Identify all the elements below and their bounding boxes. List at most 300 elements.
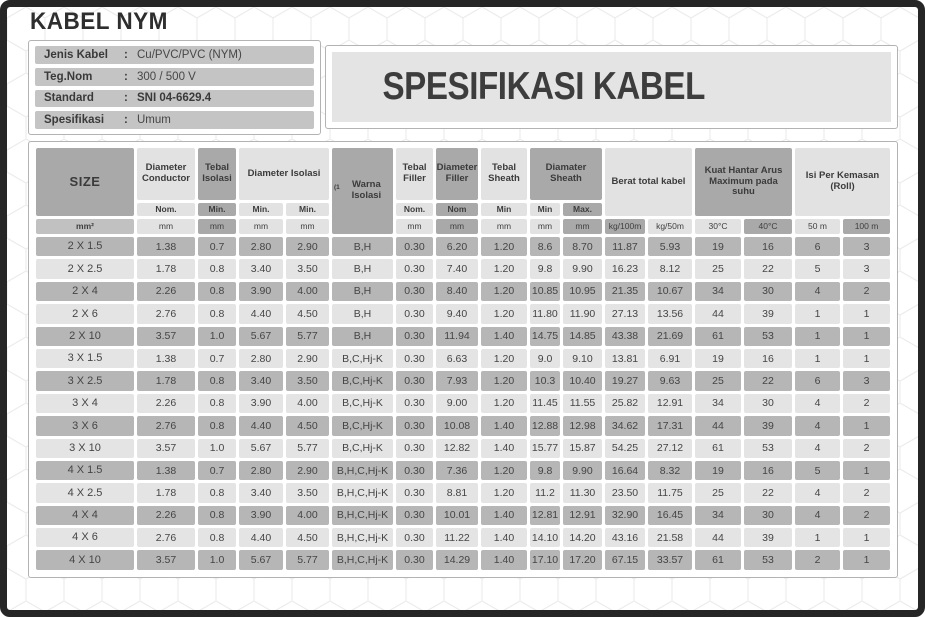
data-cell: 8.40 (436, 282, 478, 301)
data-cell: 43.16 (605, 528, 645, 547)
info-row (35, 46, 314, 64)
data-cell: 10.3 (530, 371, 560, 390)
data-cell: 8.32 (648, 461, 692, 480)
data-cell: 4.50 (286, 304, 329, 323)
data-cell: 4.00 (286, 506, 329, 525)
data-cell: 5.77 (286, 327, 329, 346)
info-sep: : (124, 70, 128, 83)
data-cell: 13.81 (605, 349, 645, 368)
data-cell: 5 (795, 259, 840, 278)
data-cell: 7.36 (436, 461, 478, 480)
header-unit-cell: mm² (36, 219, 134, 234)
data-cell: 1 (843, 550, 890, 569)
data-cell: 19 (695, 349, 741, 368)
data-cell: 11.2 (530, 483, 560, 502)
info-value: 300 / 500 V (137, 70, 196, 83)
data-cell: 17.20 (563, 550, 602, 569)
data-cell: 61 (695, 327, 741, 346)
data-cell: 4.50 (286, 528, 329, 547)
data-cell: 12.98 (563, 416, 602, 435)
data-cell: 0.30 (396, 528, 433, 547)
data-cell: 19 (695, 237, 741, 256)
data-cell: 11.80 (530, 304, 560, 323)
spec-banner-panel (325, 45, 898, 129)
data-cell: 1.0 (198, 327, 236, 346)
info-value: SNI 04-6629.4 (137, 92, 212, 105)
data-cell: 2 (843, 394, 890, 413)
data-cell: 0.30 (396, 439, 433, 458)
header-unit-cell: mm (286, 219, 329, 234)
data-cell: B,H (332, 237, 393, 256)
header-unit-cell: mm (563, 219, 602, 234)
data-cell: 4 X 10 (36, 550, 134, 569)
data-cell: 0.30 (396, 304, 433, 323)
data-cell: 4.40 (239, 304, 283, 323)
data-cell: 1.78 (137, 259, 195, 278)
data-cell: 1.78 (137, 371, 195, 390)
data-cell: 11.22 (436, 528, 478, 547)
data-cell: 16 (744, 349, 792, 368)
header-group-cell: Diamater Sheath (530, 148, 602, 200)
data-cell: 2 X 2.5 (36, 259, 134, 278)
spec-table-panel (28, 141, 898, 578)
data-cell: 4 X 1.5 (36, 461, 134, 480)
data-cell: 2 (795, 550, 840, 569)
data-cell: 8.12 (648, 259, 692, 278)
data-cell: 14.75 (530, 327, 560, 346)
data-cell: 4.00 (286, 394, 329, 413)
data-cell: 4 (795, 394, 840, 413)
data-cell: 16.45 (648, 506, 692, 525)
data-cell: 1.38 (137, 461, 195, 480)
data-cell: 34.62 (605, 416, 645, 435)
data-cell: 0.30 (396, 416, 433, 435)
data-cell: 34 (695, 506, 741, 525)
data-cell: 0.8 (198, 259, 236, 278)
data-cell: 2.90 (286, 461, 329, 480)
data-cell: 14.29 (436, 550, 478, 569)
data-cell: 25 (695, 371, 741, 390)
data-cell: 4 (795, 483, 840, 502)
data-cell: 1.0 (198, 550, 236, 569)
data-cell: 30 (744, 506, 792, 525)
data-cell: B,H,C,Hj-K (332, 506, 393, 525)
data-cell: 0.30 (396, 550, 433, 569)
info-label: Teg.Nom (44, 70, 93, 83)
data-cell: 54.25 (605, 439, 645, 458)
data-cell: 1.20 (481, 394, 527, 413)
data-cell: 3.90 (239, 282, 283, 301)
data-cell: 11.75 (648, 483, 692, 502)
data-cell: 3.90 (239, 394, 283, 413)
data-cell: 1 (843, 461, 890, 480)
data-cell: 10.01 (436, 506, 478, 525)
data-cell: 1 (795, 304, 840, 323)
data-cell: 2.76 (137, 304, 195, 323)
data-cell: 6.20 (436, 237, 478, 256)
data-cell: 1.20 (481, 371, 527, 390)
data-cell: 61 (695, 550, 741, 569)
data-cell: 1.40 (481, 327, 527, 346)
page-title: KABEL NYM (30, 8, 168, 35)
data-cell: 16 (744, 237, 792, 256)
info-row (35, 68, 314, 86)
data-cell: 1 (795, 349, 840, 368)
data-cell: 10.08 (436, 416, 478, 435)
data-cell: 2.90 (286, 349, 329, 368)
data-cell: B,H (332, 304, 393, 323)
header-unit-cell: kg/100m (605, 219, 645, 234)
data-cell: 1 (795, 528, 840, 547)
data-cell: 2.80 (239, 349, 283, 368)
header-unit-cell: mm (396, 219, 433, 234)
data-cell: 2.80 (239, 237, 283, 256)
data-cell: 1.20 (481, 259, 527, 278)
data-cell: 0.8 (198, 282, 236, 301)
data-cell: 3 X 6 (36, 416, 134, 435)
data-cell: 0.7 (198, 237, 236, 256)
data-cell: 1.0 (198, 439, 236, 458)
data-cell: 0.8 (198, 506, 236, 525)
data-cell: 1 (843, 528, 890, 547)
data-cell: 1 (795, 327, 840, 346)
data-cell: 61 (695, 439, 741, 458)
data-cell: 44 (695, 416, 741, 435)
data-cell: 2 X 10 (36, 327, 134, 346)
data-cell: 8.81 (436, 483, 478, 502)
header-unit-cell: 40°C (744, 219, 792, 234)
data-cell: 3 (843, 371, 890, 390)
header-sub-cell: Nom (436, 203, 478, 216)
data-cell: 19.27 (605, 371, 645, 390)
data-cell: 4 X 2.5 (36, 483, 134, 502)
data-cell: 11.55 (563, 394, 602, 413)
data-cell: 2 (843, 506, 890, 525)
data-cell: 10.85 (530, 282, 560, 301)
data-cell: 3.57 (137, 327, 195, 346)
data-cell: 16.23 (605, 259, 645, 278)
data-cell: 3 X 2.5 (36, 371, 134, 390)
data-cell: 22 (744, 371, 792, 390)
data-cell: 34 (695, 394, 741, 413)
data-cell: 9.8 (530, 259, 560, 278)
data-cell: 39 (744, 528, 792, 547)
data-cell: 10.40 (563, 371, 602, 390)
header-sub-cell: Nom. (396, 203, 433, 216)
data-cell: 9.90 (563, 259, 602, 278)
data-cell: 8.70 (563, 237, 602, 256)
info-value: Umum (137, 114, 171, 127)
data-cell: 0.30 (396, 394, 433, 413)
data-cell: 1 (843, 304, 890, 323)
header-unit-cell: mm (137, 219, 195, 234)
spec-banner-title: SPESIFIKASI KABEL (382, 65, 705, 108)
data-cell: B,C,Hj-K (332, 439, 393, 458)
data-cell: 3 (843, 259, 890, 278)
header-sub-cell: Min (530, 203, 560, 216)
data-cell: 1.20 (481, 483, 527, 502)
data-cell: B,C,Hj-K (332, 416, 393, 435)
data-cell: 12.91 (563, 506, 602, 525)
header-unit-cell: mm (481, 219, 527, 234)
data-cell: B,H,C,Hj-K (332, 483, 393, 502)
data-cell: 15.87 (563, 439, 602, 458)
data-cell: 53 (744, 439, 792, 458)
data-cell: 12.82 (436, 439, 478, 458)
info-label: Jenis Kabel (44, 48, 108, 61)
data-cell: 2.80 (239, 461, 283, 480)
data-cell: 8.6 (530, 237, 560, 256)
data-cell: 4.00 (286, 282, 329, 301)
data-cell: 2 X 1.5 (36, 237, 134, 256)
data-cell: 1.40 (481, 439, 527, 458)
data-cell: 22 (744, 259, 792, 278)
data-cell: 4.50 (286, 416, 329, 435)
data-cell: 1.20 (481, 349, 527, 368)
header-group-cell: Diameter Filler (436, 148, 478, 200)
data-cell: 6.91 (648, 349, 692, 368)
spec-banner-box (332, 52, 891, 122)
data-cell: 3.50 (286, 483, 329, 502)
header-unit-cell: 100 m (843, 219, 890, 234)
data-cell: 3.57 (137, 550, 195, 569)
data-cell: 1 (843, 349, 890, 368)
data-cell: 11.45 (530, 394, 560, 413)
data-cell: 14.85 (563, 327, 602, 346)
info-sep: : (124, 92, 128, 105)
data-cell: 67.15 (605, 550, 645, 569)
header-unit-cell: mm (530, 219, 560, 234)
data-cell: 0.7 (198, 349, 236, 368)
data-cell: 23.50 (605, 483, 645, 502)
data-cell: 53 (744, 550, 792, 569)
header-group-cell: SIZE (36, 148, 134, 216)
data-cell: 0.30 (396, 282, 433, 301)
data-cell: 12.91 (648, 394, 692, 413)
data-cell: 2 (843, 439, 890, 458)
data-cell: 25.82 (605, 394, 645, 413)
data-cell: 14.10 (530, 528, 560, 547)
data-cell: 0.30 (396, 371, 433, 390)
data-cell: 21.69 (648, 327, 692, 346)
cable-info-panel (28, 40, 321, 135)
data-cell: 6.63 (436, 349, 478, 368)
data-cell: 3.57 (137, 439, 195, 458)
data-cell: 1.38 (137, 237, 195, 256)
data-cell: 4 X 4 (36, 506, 134, 525)
header-group-cell: $^{(1}$ Warna Isolasi (332, 148, 393, 234)
data-cell: 3 X 4 (36, 394, 134, 413)
data-cell: 13.56 (648, 304, 692, 323)
data-cell: 2 X 6 (36, 304, 134, 323)
data-cell: 19 (695, 461, 741, 480)
data-cell: 3 X 1.5 (36, 349, 134, 368)
data-cell: 2 X 4 (36, 282, 134, 301)
data-cell: B,C,Hj-K (332, 349, 393, 368)
data-cell: 5.67 (239, 439, 283, 458)
data-cell: 9.90 (563, 461, 602, 480)
data-cell: B,C,Hj-K (332, 371, 393, 390)
data-cell: 27.12 (648, 439, 692, 458)
data-cell: 4 (795, 416, 840, 435)
header-sub-cell: Min (481, 203, 527, 216)
data-cell: 1.20 (481, 237, 527, 256)
data-cell: 3.40 (239, 483, 283, 502)
data-cell: 3.90 (239, 506, 283, 525)
data-cell: 3 X 10 (36, 439, 134, 458)
data-cell: 5.77 (286, 439, 329, 458)
data-cell: 0.30 (396, 327, 433, 346)
data-cell: 0.8 (198, 528, 236, 547)
data-cell: 44 (695, 528, 741, 547)
data-cell: 0.30 (396, 461, 433, 480)
data-cell: 9.63 (648, 371, 692, 390)
data-cell: 3.50 (286, 259, 329, 278)
data-cell: 0.8 (198, 394, 236, 413)
info-row (35, 90, 314, 108)
data-cell: 9.0 (530, 349, 560, 368)
data-cell: 17.31 (648, 416, 692, 435)
data-cell: 1.78 (137, 483, 195, 502)
data-cell: 15.77 (530, 439, 560, 458)
data-cell: 2.76 (137, 528, 195, 547)
data-cell: B,H (332, 327, 393, 346)
data-cell: 30 (744, 282, 792, 301)
data-cell: 6 (795, 237, 840, 256)
data-cell: 7.40 (436, 259, 478, 278)
data-cell: 21.58 (648, 528, 692, 547)
data-cell: 14.20 (563, 528, 602, 547)
data-cell: 0.7 (198, 461, 236, 480)
data-cell: 0.8 (198, 304, 236, 323)
data-cell: 22 (744, 483, 792, 502)
data-cell: 11.87 (605, 237, 645, 256)
data-cell: 4.40 (239, 528, 283, 547)
header-group-cell: Berat total kabel (605, 148, 692, 216)
header-unit-cell: mm (239, 219, 283, 234)
data-cell: 10.95 (563, 282, 602, 301)
data-cell: 2.76 (137, 416, 195, 435)
data-cell: 16 (744, 461, 792, 480)
data-cell: 3.40 (239, 371, 283, 390)
data-cell: 9.8 (530, 461, 560, 480)
data-cell: 1 (843, 327, 890, 346)
data-cell: 34 (695, 282, 741, 301)
data-cell: 5.93 (648, 237, 692, 256)
header-group-cell: Isi Per Kemasan (Roll) (795, 148, 890, 216)
header-sub-cell: Min. (286, 203, 329, 216)
data-cell: 2.26 (137, 394, 195, 413)
data-cell: B,H (332, 282, 393, 301)
data-cell: 0.8 (198, 416, 236, 435)
header-unit-cell: mm (198, 219, 236, 234)
info-label: Standard (44, 92, 94, 105)
header-unit-cell: 30°C (695, 219, 741, 234)
data-cell: 3 (843, 237, 890, 256)
header-group-cell: Diameter Conductor (137, 148, 195, 200)
data-cell: 4 X 6 (36, 528, 134, 547)
data-cell: 11.90 (563, 304, 602, 323)
data-cell: 4 (795, 282, 840, 301)
data-cell: 1.20 (481, 282, 527, 301)
data-cell: 9.10 (563, 349, 602, 368)
header-unit-cell: mm (436, 219, 478, 234)
info-sep: : (124, 114, 128, 127)
data-cell: B,H,C,Hj-K (332, 550, 393, 569)
data-cell: 1 (843, 416, 890, 435)
header-sub-cell: Min. (198, 203, 236, 216)
data-cell: 21.35 (605, 282, 645, 301)
data-cell: 44 (695, 304, 741, 323)
header-unit-cell: kg/50m (648, 219, 692, 234)
data-cell: 27.13 (605, 304, 645, 323)
data-cell: 12.81 (530, 506, 560, 525)
header-group-cell: Tebal Isolasi (198, 148, 236, 200)
data-cell: 0.30 (396, 237, 433, 256)
data-cell: 0.30 (396, 506, 433, 525)
data-cell: 9.40 (436, 304, 478, 323)
data-cell: B,H,C,Hj-K (332, 461, 393, 480)
data-cell: 7.93 (436, 371, 478, 390)
data-cell: 25 (695, 483, 741, 502)
data-cell: B,H,C,Hj-K (332, 528, 393, 547)
data-cell: 2.26 (137, 282, 195, 301)
data-cell: 9.00 (436, 394, 478, 413)
header-unit-cell: 50 m (795, 219, 840, 234)
data-cell: 53 (744, 327, 792, 346)
data-cell: 5.67 (239, 550, 283, 569)
header-sub-cell: Min. (239, 203, 283, 216)
data-cell: 6 (795, 371, 840, 390)
data-cell: 2.90 (286, 237, 329, 256)
data-cell: 39 (744, 304, 792, 323)
header-group-cell: Tebal Filler (396, 148, 433, 200)
data-cell: 39 (744, 416, 792, 435)
data-cell: 4 (795, 506, 840, 525)
data-cell: 1.20 (481, 461, 527, 480)
data-cell: 4 (795, 439, 840, 458)
header-group-cell: Kuat Hantar Arus Maximum pada suhu (695, 148, 792, 216)
data-cell: 0.8 (198, 371, 236, 390)
data-cell: 30 (744, 394, 792, 413)
data-cell: 4.40 (239, 416, 283, 435)
info-row (35, 111, 314, 129)
data-cell: 16.64 (605, 461, 645, 480)
header-sub-cell: Max. (563, 203, 602, 216)
header-group-cell: Diameter Isolasi (239, 148, 329, 200)
data-cell: 32.90 (605, 506, 645, 525)
data-cell: 1.40 (481, 550, 527, 569)
data-cell: 5.77 (286, 550, 329, 569)
info-value: Cu/PVC/PVC (NYM) (137, 48, 242, 61)
info-label: Spesifikasi (44, 114, 105, 127)
data-cell: 12.88 (530, 416, 560, 435)
data-cell: 5.67 (239, 327, 283, 346)
data-cell: B,C,Hj-K (332, 394, 393, 413)
data-cell: 3.50 (286, 371, 329, 390)
data-cell: 11.30 (563, 483, 602, 502)
info-sep: : (124, 48, 128, 61)
data-cell: 17.10 (530, 550, 560, 569)
data-cell: 10.67 (648, 282, 692, 301)
data-cell: 33.57 (648, 550, 692, 569)
header-sub-cell: Nom. (137, 203, 195, 216)
data-cell: 2 (843, 483, 890, 502)
data-cell: 1.20 (481, 304, 527, 323)
data-cell: 43.38 (605, 327, 645, 346)
data-cell: 1.40 (481, 416, 527, 435)
data-cell: 3.40 (239, 259, 283, 278)
